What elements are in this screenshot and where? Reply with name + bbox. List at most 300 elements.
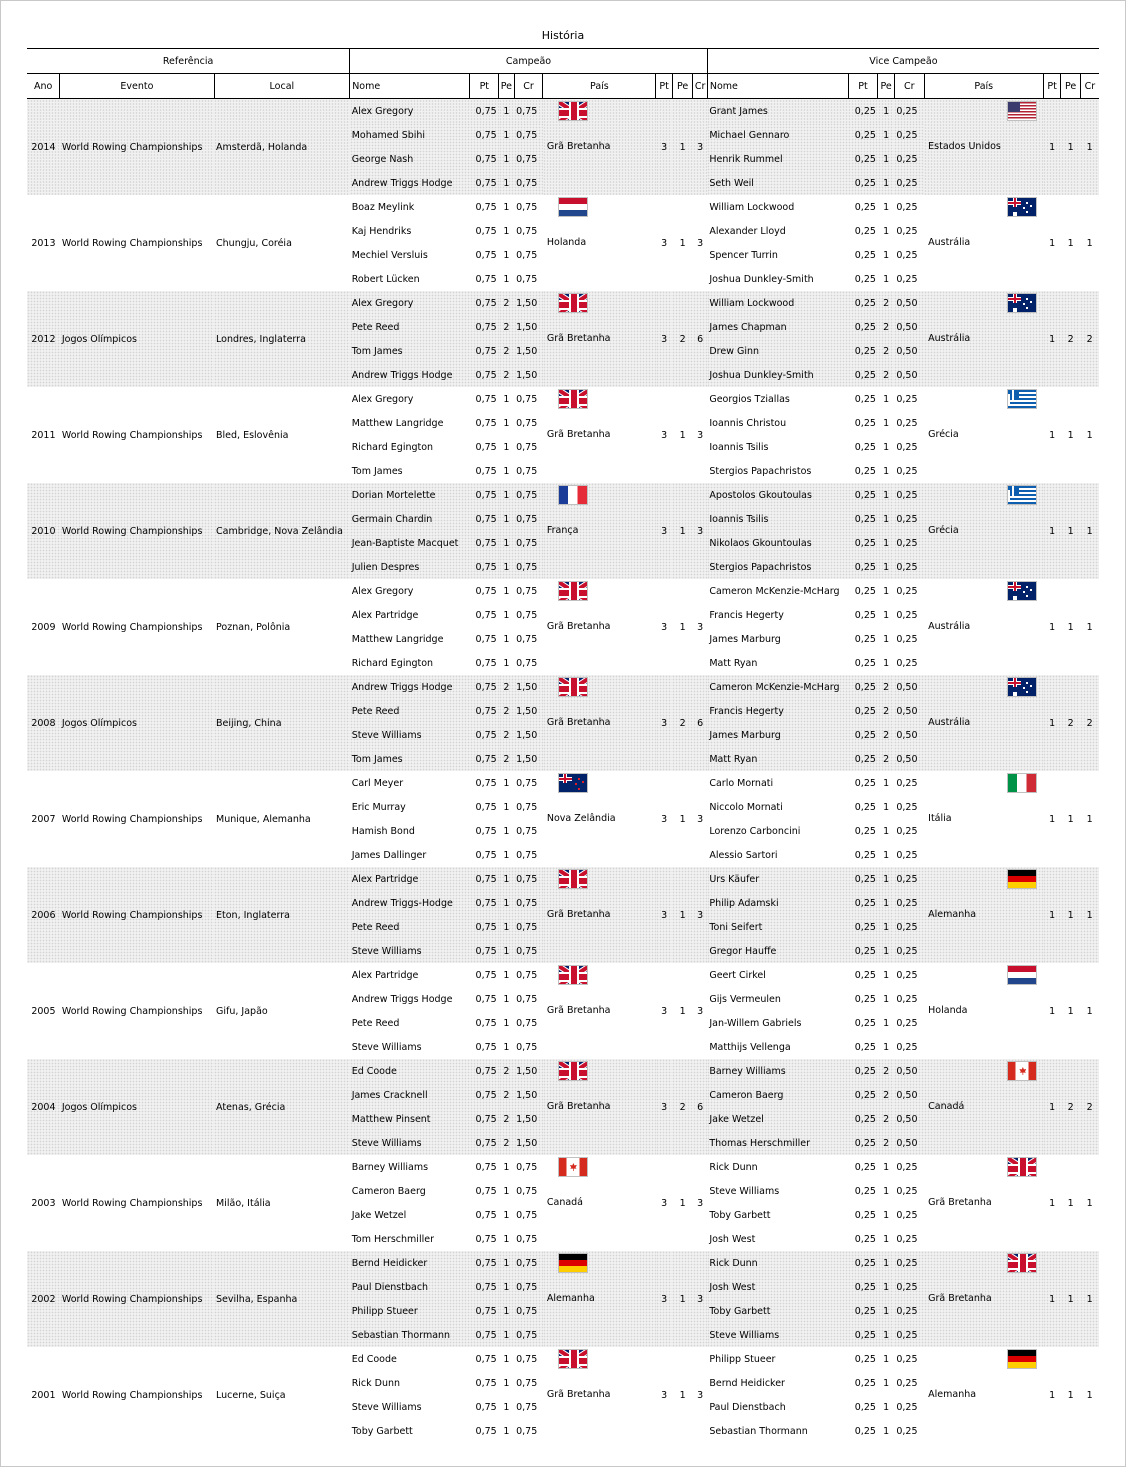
record-group (27, 771, 1099, 867)
vice-cr-cell: 0,25 (896, 585, 918, 597)
champion-cr-cell: 0,75 (514, 1323, 543, 1347)
champion-cr-cell: 1,50 (514, 315, 543, 339)
champion-cr-cell: 0,75 (514, 123, 543, 147)
vice-cr-cell: 0,25 (896, 1209, 918, 1221)
vice-country-cell (924, 579, 1043, 675)
vice-pe-cell: 2 (878, 291, 894, 315)
vice-country-pe-cell: 1 (1067, 1389, 1074, 1401)
vice-pe-cell: 1 (883, 849, 890, 861)
au-flag (1007, 677, 1037, 697)
champion-country-pe-cell: 1 (679, 237, 686, 249)
event-cell: World Rowing Championships (61, 237, 203, 249)
ca-flag (558, 1157, 588, 1177)
vice-pt-cell: 0,25 (848, 1083, 878, 1107)
group-header-referencia: Referência (27, 49, 350, 74)
champion-cr-cell: 0,75 (516, 633, 538, 645)
champion-country-name: Grã Bretanha (546, 909, 611, 920)
champion-country-pe-cell: 1 (672, 867, 693, 963)
champion-cr-cell: 0,75 (514, 507, 543, 531)
group-header-campeao: Campeão (350, 49, 708, 74)
champion-pt-cell: 0,75 (470, 1251, 499, 1275)
champion-country-pe-cell: 1 (672, 99, 693, 196)
vice-name-cell: Josh West (707, 1275, 848, 1299)
location-cell: Gifu, Japão (216, 1005, 268, 1017)
champion-pt-cell: 0,75 (470, 1083, 499, 1107)
vice-name-cell: Drew Ginn (707, 339, 848, 363)
year-cell: 2005 (31, 1005, 56, 1017)
champion-pe-cell: 1 (503, 1353, 510, 1365)
vice-pe-cell: 1 (883, 993, 890, 1005)
champion-cr-cell: 0,75 (516, 1017, 538, 1029)
vice-pt-cell: 0,25 (848, 291, 878, 315)
vice-name-cell: Joshua Dunkley-Smith (709, 273, 814, 285)
champion-pt-cell: 0,75 (475, 1209, 497, 1221)
vice-cr-cell: 0,25 (896, 1377, 918, 1389)
vice-name-cell: Lorenzo Carboncini (709, 825, 801, 837)
vice-country-pt-cell: 1 (1049, 429, 1056, 441)
vice-cr-cell: 0,25 (896, 201, 918, 213)
vice-name-cell: Philip Adamski (707, 891, 848, 915)
vice-name-cell: Urs Käufer (707, 867, 848, 891)
champion-pe-cell: 1 (499, 1299, 514, 1323)
vice-country-cell (924, 291, 1043, 387)
champion-country-name: Grã Bretanha (546, 141, 611, 152)
col-header-local: Local (214, 74, 350, 99)
vice-country-cr-cell: 1 (1080, 1251, 1099, 1347)
vice-country-name: Canadá (928, 1101, 965, 1112)
vice-pt-cell: 0,25 (854, 1401, 876, 1413)
vice-pe-cell: 2 (878, 363, 894, 387)
vice-pe-cell: 1 (878, 531, 894, 555)
champion-name-cell: Paul Dienstbach (350, 1275, 470, 1299)
champion-cr-cell: 1,50 (514, 675, 543, 699)
vice-cr-cell: 0,50 (894, 723, 924, 747)
vice-country-pe-cell: 2 (1061, 1059, 1081, 1155)
champion-country-pt-cell: 3 (661, 1197, 668, 1209)
vice-country-cell (924, 1155, 1043, 1251)
vice-pe-cell: 2 (878, 1059, 894, 1083)
vice-country-cell (924, 771, 1043, 867)
champion-pt-cell: 0,75 (475, 801, 497, 813)
vice-pt-cell: 0,25 (854, 1233, 876, 1245)
vice-country-pt-cell: 1 (1043, 867, 1060, 963)
vice-cr-cell: 0,25 (896, 1233, 918, 1245)
col-header-country-pe: Pe (672, 74, 693, 99)
vice-country-name: Grã Bretanha (928, 1293, 992, 1304)
champion-country-cell (543, 1251, 656, 1347)
nl-flag (558, 197, 588, 217)
vice-pt-cell: 0,25 (848, 339, 878, 363)
nl-flag (1007, 965, 1037, 985)
champion-country-name: Nova Zelândia (546, 813, 616, 824)
vice-pe-cell: 1 (883, 1209, 890, 1221)
location-cell: Atenas, Grécia (214, 1059, 350, 1155)
champion-cr-cell: 0,75 (516, 465, 538, 477)
vice-pe-cell: 1 (878, 915, 894, 939)
vice-cr-cell: 0,25 (894, 1323, 924, 1347)
champion-pe-cell: 1 (503, 801, 510, 813)
vice-pt-cell: 0,25 (854, 1017, 876, 1029)
vice-pe-cell: 1 (883, 1353, 890, 1365)
champion-pt-cell: 0,75 (470, 675, 499, 699)
vice-pt-cell: 0,25 (848, 675, 878, 699)
champion-pt-cell: 0,75 (475, 273, 497, 285)
champion-pe-cell: 1 (503, 1017, 510, 1029)
vice-name-cell: James Marburg (709, 633, 781, 645)
champion-country-cr-cell: 3 (697, 1389, 704, 1401)
vice-country-cr-cell: 1 (1080, 483, 1099, 579)
vice-name-cell: Jake Wetzel (707, 1107, 848, 1131)
champion-pe-cell: 1 (499, 555, 514, 579)
champion-cr-cell: 0,75 (514, 1299, 543, 1323)
vice-pt-cell: 0,25 (854, 801, 876, 813)
vice-pt-cell: 0,25 (848, 747, 878, 771)
vice-country-cell (924, 387, 1043, 483)
champion-cr-cell: 1,50 (514, 699, 543, 723)
champion-cr-cell: 0,75 (516, 993, 538, 1005)
vice-country-cr-cell: 2 (1080, 675, 1099, 771)
champion-cr-cell: 0,75 (516, 777, 538, 789)
vice-cr-cell: 0,25 (894, 867, 924, 891)
vice-cr-cell: 0,50 (894, 747, 924, 771)
uk-flag (558, 293, 588, 313)
vice-country-cell (924, 963, 1043, 1059)
vice-country-pe-cell: 1 (1061, 99, 1081, 196)
vice-pe-cell: 2 (878, 1083, 894, 1107)
vice-cr-cell: 0,25 (894, 507, 924, 531)
champion-pe-cell: 1 (499, 1323, 514, 1347)
champion-pt-cell: 0,75 (470, 1107, 499, 1131)
vice-country-cr-cell: 2 (1080, 1059, 1099, 1155)
champion-name-cell: Kaj Hendriks (351, 225, 412, 237)
champion-pt-cell: 0,75 (470, 1131, 499, 1155)
event-cell: World Rowing Championships (61, 621, 203, 633)
champion-name-cell: Pete Reed (350, 699, 470, 723)
col-header-country-pt: Pt (656, 74, 672, 99)
table-row (27, 291, 1099, 315)
event-cell: World Rowing Championships (60, 99, 214, 196)
champion-country-pe-cell: 1 (679, 429, 686, 441)
champion-country-pt-cell: 3 (656, 483, 672, 579)
uk-flag (558, 869, 588, 889)
champion-pe-cell: 1 (503, 633, 510, 645)
vice-cr-cell: 0,50 (894, 363, 924, 387)
vice-country-name: Austrália (928, 717, 971, 728)
champion-name-cell: Philipp Stueer (350, 1299, 470, 1323)
vice-pe-cell: 1 (883, 1401, 890, 1413)
champion-name-cell: Rick Dunn (351, 1377, 401, 1389)
vice-cr-cell: 0,25 (894, 531, 924, 555)
vice-pt-cell: 0,25 (854, 993, 876, 1005)
vice-pe-cell: 1 (883, 201, 890, 213)
vice-name-cell: Sebastian Thormann (709, 1425, 808, 1437)
event-cell: World Rowing Championships (61, 813, 203, 825)
gr-flag (1007, 389, 1037, 409)
table-row (27, 1155, 1099, 1179)
champion-pt-cell: 0,75 (470, 483, 499, 507)
vice-pt-cell: 0,25 (848, 1131, 878, 1155)
champion-cr-cell: 1,50 (514, 1083, 543, 1107)
vice-pt-cell: 0,25 (854, 1041, 876, 1053)
champion-cr-cell: 0,75 (516, 657, 538, 669)
event-cell: Jogos Olímpicos (60, 1059, 214, 1155)
record-group (27, 99, 1099, 196)
year-cell: 2012 (27, 291, 60, 387)
vice-country-name: Austrália (928, 621, 971, 632)
record-group (27, 1347, 1099, 1443)
de-flag (558, 1253, 588, 1273)
vice-country-pe-cell: 1 (1067, 621, 1074, 633)
champion-country-cell (543, 675, 656, 771)
vice-country-name: Grã Bretanha (928, 1197, 992, 1208)
champion-name-cell: Tom James (351, 465, 403, 477)
champion-name-cell: Ed Coode (350, 1059, 470, 1083)
champion-name-cell: Bernd Heidicker (350, 1251, 470, 1275)
champion-pt-cell: 0,75 (470, 723, 499, 747)
champion-name-cell: Andrew Triggs Hodge (351, 993, 453, 1005)
vice-pt-cell: 0,25 (848, 1107, 878, 1131)
vice-country-cell (924, 867, 1043, 963)
champion-country-pe-cell: 1 (672, 1251, 693, 1347)
vice-pt-cell: 0,25 (848, 939, 878, 963)
champion-name-cell: Alex Partridge (351, 609, 419, 621)
vice-name-cell: William Lockwood (709, 201, 795, 213)
vice-name-cell: Toni Seifert (707, 915, 848, 939)
de-flag (1007, 1349, 1037, 1369)
champion-name-cell: Sebastian Thormann (350, 1323, 470, 1347)
location-cell: Amsterdã, Holanda (214, 99, 350, 196)
champion-pt-cell: 0,75 (470, 363, 499, 387)
champion-cr-cell: 0,75 (516, 201, 538, 213)
champion-pe-cell: 1 (503, 969, 510, 981)
vice-name-cell: Matt Ryan (707, 747, 848, 771)
vice-pe-cell: 1 (883, 825, 890, 837)
champion-pe-cell: 1 (499, 483, 514, 507)
vice-pt-cell: 0,25 (854, 657, 876, 669)
location-cell: Cambridge, Nova Zelândia (214, 483, 350, 579)
vice-country-cr-cell: 1 (1086, 237, 1093, 249)
champion-pe-cell: 1 (499, 531, 514, 555)
champion-name-cell: Steve Williams (350, 939, 470, 963)
vice-cr-cell: 0,25 (896, 969, 918, 981)
vice-country-name: Alemanha (928, 1389, 977, 1400)
event-cell: Jogos Olímpicos (60, 291, 214, 387)
champion-cr-cell: 0,75 (516, 417, 538, 429)
champion-country-cr-cell: 3 (693, 1251, 707, 1347)
vice-pe-cell: 1 (883, 1161, 890, 1173)
page-title: História (541, 29, 585, 42)
vice-country-pt-cell: 1 (1049, 237, 1056, 249)
champion-pt-cell: 0,75 (470, 1059, 499, 1083)
vice-pt-cell: 0,25 (848, 1275, 878, 1299)
champion-name-cell: Jake Wetzel (351, 1209, 407, 1221)
table-row (27, 195, 1099, 219)
vice-name-cell: Michael Gennaro (707, 123, 848, 147)
vice-pt-cell: 0,25 (854, 225, 876, 237)
vice-name-cell: Spencer Turrin (709, 249, 778, 261)
vice-name-cell: Francis Hegerty (709, 609, 784, 621)
champion-pt-cell: 0,75 (470, 1299, 499, 1323)
uk-flag (558, 965, 588, 985)
vice-pe-cell: 1 (883, 1233, 890, 1245)
vice-country-cell (924, 195, 1043, 291)
vice-country-cell (924, 675, 1043, 771)
champion-pt-cell: 0,75 (470, 891, 499, 915)
champion-pe-cell: 1 (499, 867, 514, 891)
champion-pe-cell: 1 (499, 507, 514, 531)
champion-cr-cell: 0,75 (516, 849, 538, 861)
vice-pt-cell: 0,25 (854, 1185, 876, 1197)
vice-name-cell: Stergios Papachristos (709, 465, 812, 477)
champion-country-pt-cell: 3 (661, 237, 668, 249)
vice-pt-cell: 0,25 (848, 507, 878, 531)
vice-pt-cell: 0,25 (854, 609, 876, 621)
champion-country-pe-cell: 1 (672, 483, 693, 579)
table-row (27, 675, 1099, 699)
table-row (27, 99, 1099, 124)
champion-pt-cell: 0,75 (475, 249, 497, 261)
vice-pe-cell: 1 (883, 225, 890, 237)
champion-name-cell: Steve Williams (350, 723, 470, 747)
champion-pe-cell: 2 (499, 699, 514, 723)
champion-pt-cell: 0,75 (475, 633, 497, 645)
de-flag (1007, 869, 1037, 889)
champion-country-cell (543, 771, 656, 867)
champion-name-cell: Tom Herschmiller (351, 1233, 434, 1245)
champion-country-cell (543, 1347, 656, 1443)
champion-pt-cell: 0,75 (470, 171, 499, 195)
champion-pt-cell: 0,75 (475, 1401, 497, 1413)
vice-pe-cell: 1 (878, 939, 894, 963)
location-cell: Milão, Itália (216, 1197, 271, 1209)
champion-pt-cell: 0,75 (470, 1275, 499, 1299)
vice-pt-cell: 0,25 (848, 147, 878, 171)
champion-pt-cell: 0,75 (475, 969, 497, 981)
year-cell: 2008 (27, 675, 60, 771)
vice-cr-cell: 0,25 (894, 1299, 924, 1323)
vice-pe-cell: 1 (883, 1377, 890, 1389)
vice-pt-cell: 0,25 (854, 1161, 876, 1173)
champion-cr-cell: 1,50 (514, 747, 543, 771)
champion-pe-cell: 1 (503, 393, 510, 405)
vice-pe-cell: 1 (883, 969, 890, 981)
champion-country-pt-cell: 3 (656, 867, 672, 963)
vice-cr-cell: 0,25 (896, 1185, 918, 1197)
champion-pe-cell: 2 (499, 1059, 514, 1083)
vice-pt-cell: 0,25 (848, 891, 878, 915)
vice-cr-cell: 0,25 (894, 1251, 924, 1275)
champion-name-cell: Mohamed Sbihi (350, 123, 470, 147)
vice-pe-cell: 1 (883, 609, 890, 621)
champion-pe-cell: 1 (503, 585, 510, 597)
champion-name-cell: Germain Chardin (350, 507, 470, 531)
col-header-pe: Pe (499, 74, 514, 99)
champion-pe-cell: 1 (503, 273, 510, 285)
col-header-vice-pais: País (924, 74, 1043, 99)
champion-cr-cell: 0,75 (514, 915, 543, 939)
vice-name-cell: Cameron Baerg (707, 1083, 848, 1107)
uk-flag (558, 101, 588, 121)
champion-pe-cell: 1 (503, 1041, 510, 1053)
champion-pt-cell: 0,75 (475, 1017, 497, 1029)
vice-cr-cell: 0,25 (894, 1275, 924, 1299)
vice-country-cr-cell: 1 (1080, 867, 1099, 963)
year-cell: 2014 (27, 99, 60, 196)
vice-cr-cell: 0,25 (896, 225, 918, 237)
champion-pt-cell: 0,75 (475, 1425, 497, 1437)
champion-country-name: Holanda (546, 237, 587, 248)
vice-pe-cell: 1 (883, 585, 890, 597)
vice-name-cell: Toby Garbett (709, 1209, 771, 1221)
vice-country-pe-cell: 1 (1061, 483, 1081, 579)
champion-name-cell: Carl Meyer (351, 777, 404, 789)
champion-pe-cell: 1 (499, 915, 514, 939)
record-group (27, 1251, 1099, 1347)
record-group (27, 867, 1099, 963)
uk-flag (1007, 1253, 1037, 1273)
champion-country-pt-cell: 3 (656, 675, 672, 771)
vice-pt-cell: 0,25 (854, 201, 876, 213)
vice-pe-cell: 2 (878, 1107, 894, 1131)
vice-country-cell (924, 1059, 1043, 1155)
vice-pe-cell: 1 (878, 891, 894, 915)
table-row (27, 1251, 1099, 1275)
vice-country-pe-cell: 1 (1067, 429, 1074, 441)
vice-name-cell: Thomas Herschmiller (707, 1131, 848, 1155)
champion-pt-cell: 0,75 (470, 867, 499, 891)
champion-name-cell: Alex Gregory (350, 291, 470, 315)
vice-cr-cell: 0,25 (894, 147, 924, 171)
table-row (27, 963, 1099, 987)
location-cell: Bled, Eslovênia (216, 429, 289, 441)
champion-pt-cell: 0,75 (475, 585, 497, 597)
champion-pt-cell: 0,75 (470, 747, 499, 771)
vice-name-cell: Gregor Hauffe (707, 939, 848, 963)
champion-pe-cell: 2 (499, 723, 514, 747)
vice-country-cr-cell: 1 (1086, 1005, 1093, 1017)
champion-name-cell: Dorian Mortelette (350, 483, 470, 507)
vice-country-pt-cell: 1 (1049, 813, 1056, 825)
vice-country-pe-cell: 1 (1061, 1251, 1081, 1347)
champion-cr-cell: 0,75 (516, 1209, 538, 1221)
col-header-vice-country-pe: Pe (1061, 74, 1081, 99)
vice-pt-cell: 0,25 (854, 417, 876, 429)
champion-country-pe-cell: 1 (679, 813, 686, 825)
vice-country-cr-cell: 1 (1086, 429, 1093, 441)
table-row (27, 387, 1099, 411)
history-table (27, 48, 1099, 1443)
champion-cr-cell: 1,50 (514, 339, 543, 363)
table-row (27, 579, 1099, 603)
champion-pt-cell: 0,75 (475, 609, 497, 621)
vice-cr-cell: 0,25 (896, 849, 918, 861)
vice-cr-cell: 0,50 (894, 1131, 924, 1155)
vice-pt-cell: 0,25 (854, 1209, 876, 1221)
champion-country-name: Grã Bretanha (546, 1101, 611, 1112)
champion-name-cell: Richard Egington (351, 657, 434, 669)
champion-country-pt-cell: 3 (661, 1005, 668, 1017)
vice-country-name: Holanda (928, 1005, 968, 1016)
champion-pt-cell: 0,75 (475, 849, 497, 861)
champion-country-cell (543, 1155, 656, 1251)
champion-country-name: Grã Bretanha (546, 1389, 611, 1400)
vice-country-cr-cell: 1 (1086, 1389, 1093, 1401)
champion-country-cell (543, 579, 656, 675)
vice-name-cell: Alessio Sartori (709, 849, 778, 861)
champion-country-name: Grã Bretanha (546, 429, 611, 440)
champion-name-cell: Barney Williams (351, 1161, 429, 1173)
champion-country-cr-cell: 3 (697, 621, 704, 633)
